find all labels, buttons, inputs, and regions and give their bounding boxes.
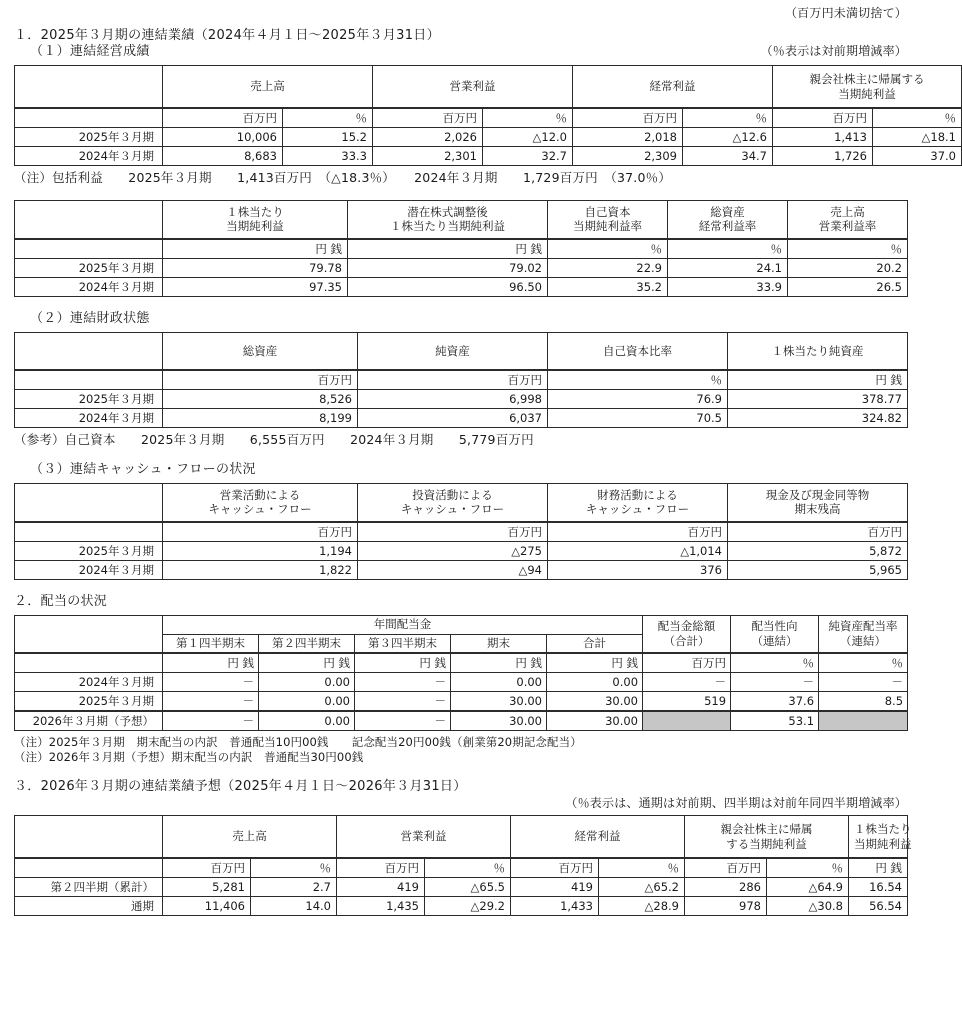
table-header-row <box>15 484 908 522</box>
cell-value: 30.00 <box>451 711 547 731</box>
col-header-line1: 営業活動による <box>219 488 301 503</box>
col-header-line2: 経常利益率 <box>698 219 757 234</box>
table-financial-position <box>14 332 908 429</box>
unit-row-label <box>15 108 163 128</box>
col-header-eps <box>163 201 348 239</box>
cell-value: 56.54 <box>849 896 908 915</box>
table-row <box>15 277 908 296</box>
cell-value: － <box>163 711 259 731</box>
unit-net-sales-pct: ％ <box>283 108 373 128</box>
cell-value: 2,018 <box>573 127 683 146</box>
col-header-q3-end: 第３四半期末 <box>355 634 451 653</box>
cell-value: △12.6 <box>683 127 773 146</box>
unit-operating-money: 百万円 <box>373 108 483 128</box>
col-header-line1: 配当性向 <box>751 619 798 634</box>
col-header-line2: １株当たり当期純利益 <box>390 219 505 234</box>
table-row <box>15 560 908 579</box>
col-header-bps: １株当たり純資産 <box>728 332 908 370</box>
table-forecast <box>14 815 912 916</box>
row-label: 2026年３月期（予想） <box>15 711 163 731</box>
cell-value: 20.2 <box>788 258 908 277</box>
cell-value: 34.7 <box>683 146 773 165</box>
unit-cell: ％ <box>251 858 337 878</box>
cell-value: 1,822 <box>163 560 358 579</box>
col-header-roe <box>548 201 668 239</box>
col-header-net-assets: 純資産 <box>358 332 548 370</box>
unit-cell: ％ <box>548 370 728 390</box>
col-header-line1: 潜在株式調整後 <box>407 205 488 219</box>
col-header-net-income-attributable <box>685 816 849 858</box>
col-header-net-income-attributable <box>773 66 962 108</box>
cell-value: △65.5 <box>425 877 511 896</box>
cell-value: △275 <box>358 541 548 560</box>
rounding-note: （百万円未満切捨て） <box>784 6 907 20</box>
table-row <box>15 877 908 896</box>
col-header-eps <box>849 816 912 858</box>
cell-value: 0.00 <box>259 673 355 692</box>
unit-row-label <box>15 522 163 542</box>
cell-value: 376 <box>548 560 728 579</box>
cell-value: 14.0 <box>251 896 337 915</box>
cell-value: － <box>819 673 908 692</box>
unit-cell: 百万円 <box>163 522 358 542</box>
cell-value: 324.82 <box>728 409 908 428</box>
cell-value: 8,526 <box>163 390 358 409</box>
row-label: 2024年３月期 <box>15 560 163 579</box>
col-header-net-sales: 売上高 <box>163 816 337 858</box>
cell-value: △94 <box>358 560 548 579</box>
cell-value: 15.2 <box>283 127 373 146</box>
unit-cell: ％ <box>819 653 908 673</box>
unit-cell: 百万円 <box>643 653 731 673</box>
cell-value: 53.1 <box>731 711 819 731</box>
col-header-line1: 売上高 <box>830 205 865 219</box>
unit-cell: 百万円 <box>728 522 908 542</box>
cell-value: 378.77 <box>728 390 908 409</box>
unit-cell: 百万円 <box>163 370 358 390</box>
col-header-investing-cf <box>358 484 548 522</box>
cell-value: 37.0 <box>873 146 962 165</box>
row-label: 2024年３月期 <box>15 409 163 428</box>
cell-value: △1,014 <box>548 541 728 560</box>
unit-cell: 円 銭 <box>163 239 348 259</box>
cell-value: 1,433 <box>511 896 599 915</box>
unit-cell: 百万円 <box>337 858 425 878</box>
unit-row <box>15 239 908 259</box>
section1-sub3-title: （３）連結キャッシュ・フローの状況 <box>30 462 256 478</box>
cell-value: 0.00 <box>547 673 643 692</box>
col-header-line1: 投資活動による <box>412 488 493 503</box>
unit-cell: 円 銭 <box>259 653 355 673</box>
cell-value: 978 <box>685 896 767 915</box>
cell-value: △29.2 <box>425 896 511 915</box>
table-row <box>15 390 908 409</box>
col-header-q1-end: 第１四半期末 <box>163 634 259 653</box>
col-header-diluted-eps <box>348 201 548 239</box>
table-row <box>15 673 908 692</box>
col-header-operating-income: 営業利益 <box>337 816 511 858</box>
col-header-line2: キャッシュ・フロー <box>585 502 690 517</box>
section2-title: ２．配当の状況 <box>14 593 108 609</box>
table-header-row <box>15 66 962 108</box>
row-label: 通期 <box>15 896 163 915</box>
cell-value: 6,998 <box>358 390 548 409</box>
unit-cell: 円 銭 <box>348 239 548 259</box>
cell-value: － <box>355 692 451 712</box>
unit-cell: ％ <box>767 858 849 878</box>
cell-value: 35.2 <box>548 277 668 296</box>
cell-value-unavailable <box>819 711 908 731</box>
unit-cell: 円 銭 <box>451 653 547 673</box>
unit-row-label <box>15 653 163 673</box>
col-header-line1: 親会社株主に帰属する <box>809 72 925 87</box>
cell-value: － <box>731 673 819 692</box>
comprehensive-income-note: （注）包括利益 2025年３月期 1,413百万円 （△18.3％） 2024年３月期 1,729百万円 （37.0％） <box>14 169 672 185</box>
col-header-cash-end-balance <box>728 484 908 522</box>
corner-cell <box>15 332 163 370</box>
cell-value: 2,301 <box>373 146 483 165</box>
unit-cell: 円 銭 <box>728 370 908 390</box>
col-header-operating-cf <box>163 484 358 522</box>
col-header-line1: 純資産配当率 <box>828 619 898 634</box>
col-header-line2: キャッシュ・フロー <box>208 502 312 517</box>
unit-cell: 百万円 <box>548 522 728 542</box>
cell-value: 8,683 <box>163 146 283 165</box>
col-header-total: 合計 <box>547 634 643 653</box>
unit-cell: ％ <box>425 858 511 878</box>
cell-value: 26.5 <box>788 277 908 296</box>
row-label: 2025年３月期 <box>15 258 163 277</box>
corner-cell <box>15 201 163 239</box>
col-header-financing-cf <box>548 484 728 522</box>
col-header-payout-ratio <box>731 615 819 653</box>
cell-value: 33.9 <box>668 277 788 296</box>
col-header-year-end: 期末 <box>451 634 547 653</box>
cell-value: △65.2 <box>599 877 685 896</box>
section3-title: ３．2026年３月期の連結業績予想（2025年４月１日～2026年３月31日） <box>14 778 467 794</box>
unit-ordinary-pct: ％ <box>683 108 773 128</box>
unit-cell: 百万円 <box>358 522 548 542</box>
cell-value: 0.00 <box>259 711 355 731</box>
table-row <box>15 692 908 712</box>
unit-operating-pct: ％ <box>483 108 573 128</box>
cell-value: 5,281 <box>163 877 251 896</box>
table-consolidated-results <box>14 65 962 166</box>
col-header-line2: 期末残高 <box>794 502 841 517</box>
cell-value: － <box>163 692 259 712</box>
row-label: 2025年３月期 <box>15 541 163 560</box>
table-header-row <box>15 332 908 370</box>
cell-value: 8.5 <box>819 692 908 712</box>
col-header-operating-margin <box>788 201 908 239</box>
col-header-line2: （連結） <box>751 633 798 648</box>
cell-value: 419 <box>511 877 599 896</box>
unit-cell: 円 銭 <box>355 653 451 673</box>
table-header-row <box>15 201 908 239</box>
unit-cell: 円 銭 <box>163 653 259 673</box>
cell-value: 79.78 <box>163 258 348 277</box>
cell-value: 0.00 <box>259 692 355 712</box>
unit-cell: 百万円 <box>511 858 599 878</box>
cell-value: 33.3 <box>283 146 373 165</box>
cell-value: 1,194 <box>163 541 358 560</box>
col-header-line2: 営業利益率 <box>818 219 877 234</box>
cell-value: 30.00 <box>547 711 643 731</box>
col-header-total-dividends <box>643 615 731 653</box>
cell-value: 96.50 <box>348 277 548 296</box>
col-header-line2: 当期純利益率 <box>573 219 642 234</box>
corner-cell <box>15 615 163 653</box>
section1-sub1-title: （１）連結経営成績 <box>30 44 150 60</box>
row-label: 2025年３月期 <box>15 390 163 409</box>
unit-cell: ％ <box>788 239 908 259</box>
cell-value: △30.8 <box>767 896 849 915</box>
corner-cell <box>15 816 163 858</box>
table-row <box>15 541 908 560</box>
col-header-line2: （合計） <box>663 633 710 648</box>
col-header-q2-end: 第２四半期末 <box>259 634 355 653</box>
unit-cell: 百万円 <box>163 858 251 878</box>
unit-ordinary-money: 百万円 <box>573 108 683 128</box>
section1-sub2-title: （２）連結財政状態 <box>30 310 150 326</box>
col-header-line1: 自己資本 <box>584 205 631 219</box>
col-header-dividend-on-equity <box>819 615 908 653</box>
unit-row <box>15 858 908 878</box>
row-label: 2025年３月期 <box>15 692 163 712</box>
col-header-line2: 当期純利益 <box>838 86 896 101</box>
unit-cell: 百万円 <box>685 858 767 878</box>
table-row <box>15 896 908 915</box>
cell-value: 519 <box>643 692 731 712</box>
table-header-row <box>15 816 908 858</box>
cell-value: 10,006 <box>163 127 283 146</box>
unit-cell: ％ <box>668 239 788 259</box>
cell-value: 1,726 <box>773 146 873 165</box>
col-header-net-sales: 売上高 <box>163 66 373 108</box>
unit-row-label <box>15 858 163 878</box>
cell-value: 76.9 <box>548 390 728 409</box>
cell-value: 0.00 <box>451 673 547 692</box>
unit-cell: 円 銭 <box>547 653 643 673</box>
col-header-operating-income: 営業利益 <box>373 66 573 108</box>
col-header-line2: する当期純利益 <box>726 836 807 851</box>
cell-value: 30.00 <box>547 692 643 712</box>
table-row-forecast <box>15 711 908 731</box>
section3-pct-note: （％表示は、通期は対前期、四半期は対前年同四半期増減率） <box>565 795 907 810</box>
corner-cell <box>15 66 163 108</box>
col-header-line1: 財務活動による <box>597 488 678 503</box>
cell-value: － <box>643 673 731 692</box>
col-header-line2: キャッシュ・フロー <box>400 502 505 517</box>
cell-value: 30.00 <box>451 692 547 712</box>
col-header-line1: 総資産 <box>710 205 745 219</box>
cell-value: △18.1 <box>873 127 962 146</box>
cell-value: △64.9 <box>767 877 849 896</box>
cell-value: 97.35 <box>163 277 348 296</box>
unit-cell: 百万円 <box>358 370 548 390</box>
col-header-line2: 当期純利益 <box>226 219 284 234</box>
col-header-line1: １株当たり <box>226 205 284 219</box>
cell-value: 2,026 <box>373 127 483 146</box>
cell-value-unavailable <box>643 711 731 731</box>
cell-value: 22.9 <box>548 258 668 277</box>
col-header-line1: 配当金総額 <box>657 619 716 634</box>
table-row <box>15 258 908 277</box>
unit-row-label <box>15 370 163 390</box>
col-header-ordinary-income: 経常利益 <box>511 816 685 858</box>
unit-cell: 円 銭 <box>849 858 908 878</box>
cell-value: △12.0 <box>483 127 573 146</box>
unit-cell: ％ <box>599 858 685 878</box>
col-header-total-assets: 総資産 <box>163 332 358 370</box>
cell-value: － <box>355 673 451 692</box>
col-header-roa <box>668 201 788 239</box>
dividend-note-1: （注）2025年３月期 期末配当の内訳 普通配当10円00銭 記念配当20円00銭（創業第20期記念配当） <box>14 735 582 750</box>
col-header-annual-dividend-group: 年間配当金 <box>163 615 643 634</box>
cell-value: 8,199 <box>163 409 358 428</box>
table-row <box>15 127 962 146</box>
cell-value: 2,309 <box>573 146 683 165</box>
table-per-share-ratios <box>14 200 908 297</box>
unit-row-label <box>15 239 163 259</box>
cell-value: 5,965 <box>728 560 908 579</box>
cell-value: 79.02 <box>348 258 548 277</box>
equity-reference-note: （参考）自己資本 2025年３月期 6,555百万円 2024年３月期 5,779百万円 <box>14 432 534 448</box>
col-header-ordinary-income: 経常利益 <box>573 66 773 108</box>
row-label: 2024年３月期 <box>15 146 163 165</box>
col-header-line1: 親会社株主に帰属 <box>720 822 813 837</box>
unit-net-sales-money: 百万円 <box>163 108 283 128</box>
unit-netincome-pct: ％ <box>873 108 962 128</box>
cell-value: 24.1 <box>668 258 788 277</box>
col-header-line2: （連結） <box>840 633 887 648</box>
row-label: 2024年３月期 <box>15 673 163 692</box>
unit-row <box>15 653 908 673</box>
cell-value: △28.9 <box>599 896 685 915</box>
cell-value: 37.6 <box>731 692 819 712</box>
table-dividends <box>14 615 908 732</box>
unit-cell: ％ <box>548 239 668 259</box>
row-label: 2024年３月期 <box>15 277 163 296</box>
row-label: 2025年３月期 <box>15 127 163 146</box>
table-row <box>15 409 908 428</box>
corner-cell <box>15 484 163 522</box>
table-cash-flows <box>14 483 908 580</box>
cell-value: 419 <box>337 877 425 896</box>
cell-value: － <box>355 711 451 731</box>
cell-value: 5,872 <box>728 541 908 560</box>
unit-row <box>15 522 908 542</box>
col-header-line2: 当期純利益 <box>854 836 912 851</box>
table-header-row-top <box>15 615 908 634</box>
unit-row <box>15 370 908 390</box>
col-header-equity-ratio: 自己資本比率 <box>548 332 728 370</box>
cell-value: 32.7 <box>483 146 573 165</box>
section1-title: １．2025年３月期の連結業績（2024年４月１日～2025年３月31日） <box>14 27 440 43</box>
cell-value: 1,435 <box>337 896 425 915</box>
col-header-line1: １株当たり <box>854 822 912 837</box>
row-label: 第２四半期（累計） <box>15 877 163 896</box>
cell-value: 286 <box>685 877 767 896</box>
unit-netincome-money: 百万円 <box>773 108 873 128</box>
table-row <box>15 146 962 165</box>
cell-value: 6,037 <box>358 409 548 428</box>
cell-value: 11,406 <box>163 896 251 915</box>
col-header-line1: 現金及び現金同等物 <box>765 488 870 503</box>
cell-value: 16.54 <box>849 877 908 896</box>
cell-value: 70.5 <box>548 409 728 428</box>
cell-value: 1,413 <box>773 127 873 146</box>
unit-row <box>15 108 962 128</box>
cell-value: － <box>163 673 259 692</box>
section1-pct-note: （％表示は対前期増減率） <box>760 44 907 59</box>
unit-cell: ％ <box>731 653 819 673</box>
cell-value: 2.7 <box>251 877 337 896</box>
dividend-note-2: （注）2026年３月期（予想）期末配当の内訳 普通配当30円00銭 <box>14 749 364 764</box>
